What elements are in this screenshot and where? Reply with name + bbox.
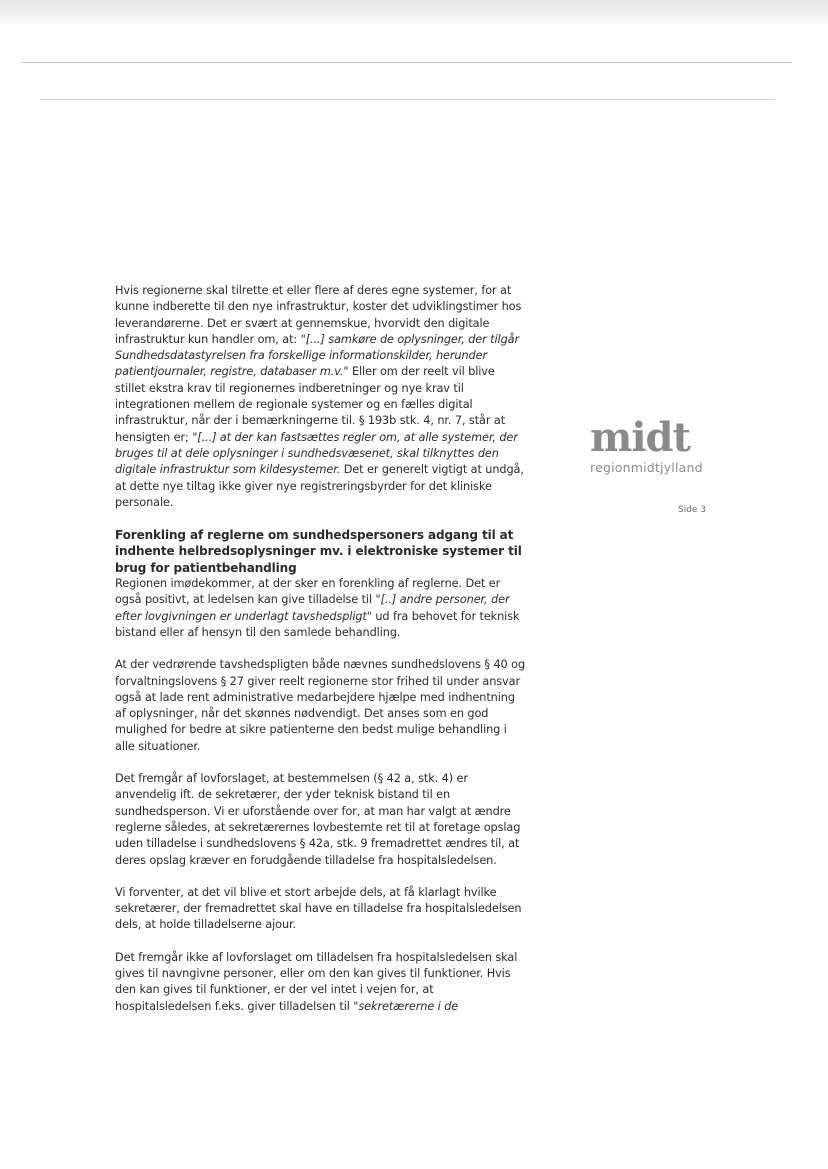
text-run: Det fremgår ikke af lovforslaget om tilladelsen fra hospitalsledelsen skal gives til navngivne personer, eller om den kan gives til funktioner. Hvis den kan gives til funktioner, er der vel intet i vejen for, at hospitalsledelsen f.eks. giver tilladelsen til [115,950,518,1013]
paragraph-forventning [115,885,525,934]
paragraph-tilladelse [115,950,525,1015]
quote-run: "[..] andre personer, der efter lovgivningen er underlagt tavshedspligt" [115,593,510,623]
logo-wordmark: midt [590,414,690,461]
scan-edge-top [0,0,828,26]
letter-body [115,283,525,1031]
paragraph-bestemmelsen [115,771,525,869]
text-run: Vi forventer, at det vil blive et stort arbejde dels, at få klarlagt hvilke sekretærer, der fremadrettet skal have en tilladelse fra hospitalsledelsen dels, at holde tilladelserne ajour. [115,885,522,932]
scan-line-lower [40,99,775,100]
logo-subtitle: regionmidtjylland [590,460,703,475]
text-run: Hvis regionerne skal tilrette et eller flere af deres egne systemer, for at kunne indberette til den nye infrastruktur, koster det udviklingstimer hos leverandørerne. Det er svært at gennemskue, hvorvidt den digitale infrastruktur kun handler om, at: [115,284,522,346]
region-midt-logo [590,414,720,475]
quote-run: "[...] at der kan fastsættes regler om, at alle systemer, der bruges til at dele oplysninger i sundhedsvæsenet, skal tilknyttes den digitale infrastruktur som kildesystemer. [115,430,518,477]
text-run: Det fremgår af lovforslaget, at bestemmelsen (§ 42 a, stk. 4) er anvendelig ift. de sekretærer, der yder teknisk bistand til en sundhedsperson. Vi er uforstående over for, at man har valgt at ændre reglerne således, at sekretærernes lovbestemte ret til at foretage opslag uden tilladelse i sundhedslovens § 42a, stk. 9 fremadrettet ændres til, at deres opslag kræver en forudgående tilladelse fra hospitalsledelsen. [115,772,521,867]
paragraph-infrastructure [115,283,525,511]
scan-line-upper [22,62,792,63]
page-number: Side 3 [678,505,707,515]
text-run: Eller om der reelt vil blive stillet ekstra krav til regionernes indberetninger og nye krav til integrationen mellem de regionale systemer og en fælles digital infrastruktur, når der i bemærkningerne til. § 193b stk. 4, nr. 7, står at hensigten er; [115,365,506,444]
text-run: ud fra behovet for teknisk bistand eller af hensyn til den samlede behandling. [115,609,520,639]
quote-run: "sekretærerne i de [353,999,459,1013]
quote-run: "[...] samkøre de oplysninger, der tilgår Sundhedsdatastyrelsen fra forskellige informationskilder, herunder patientjournaler, registre, databaser m.v." [115,332,520,379]
text-run: Det er generelt vigtigt at undgå, at dette nye tiltag ikke giver nye registreringsbyrder for det kliniske personale. [115,463,524,509]
text-run: Regionen imødekommer, at der sker en forenkling af reglerne. Det er også positivt, at ledelsen kan give tilladelse til [115,577,501,607]
paragraph-tavshedspligt [115,657,525,755]
section-heading: Forenkling af reglerne om sundhedspersoners adgang til at indhente helbredsoplysninger mv. i elektroniske systemer til brug for patientbehandling [115,528,522,575]
text-run: At der vedrørende tavshedspligten både nævnes sundhedslovens § 40 og forvaltningslovens § 27 giver reelt regionerne stor frihed til under ansvar også at lade rent administrative medarbejdere hjælpe med indhentning af oplysninger, når det skønnes nødvendigt. Det anses som en god mulighed for bedre at sikre patienterne den bedst mulige behandling i alle situationer. [115,658,526,753]
paragraph-forenkling [115,527,525,641]
